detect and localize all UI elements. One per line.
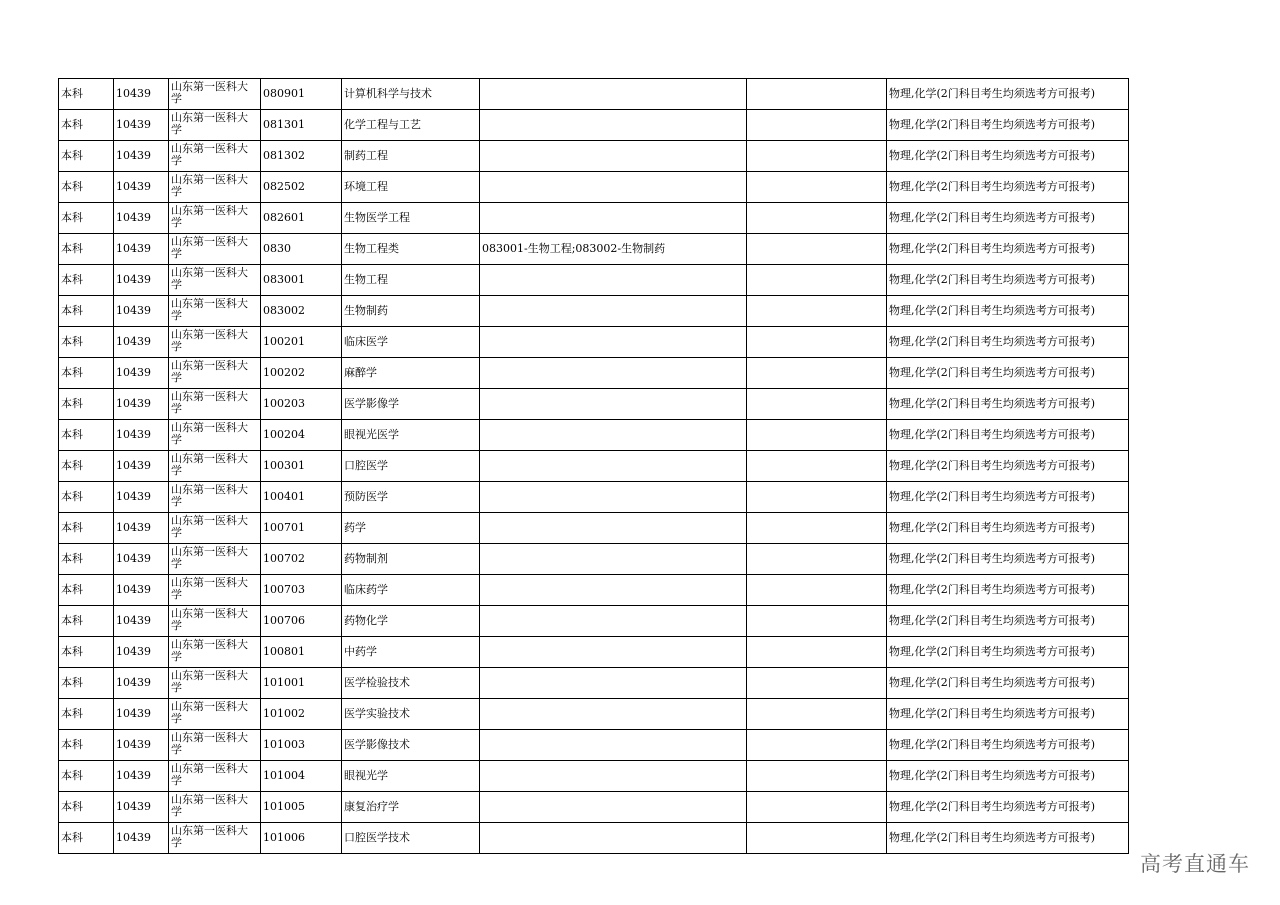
school-name-cell: 山东第一医科大学: [169, 637, 261, 668]
table-row: [59, 637, 1129, 668]
school-code-cell: 10439: [114, 699, 169, 730]
school-code-cell: 10439: [114, 668, 169, 699]
school-name-cell: 山东第一医科大学: [169, 358, 261, 389]
table-row: [59, 110, 1129, 141]
subject-requirement-cell: 物理,化学(2门科目考生均须选考方可报考): [887, 327, 1129, 358]
level-cell: 本科: [59, 792, 114, 823]
included-majors-cell: [480, 575, 747, 606]
major-name-cell: 生物工程类: [342, 234, 480, 265]
school-name-cell: 山东第一医科大学: [169, 110, 261, 141]
major-name-cell: 口腔医学技术: [342, 823, 480, 854]
school-name-cell: 山东第一医科大学: [169, 823, 261, 854]
major-code-cell: 100301: [261, 451, 342, 482]
school-name-cell: 山东第一医科大学: [169, 575, 261, 606]
school-name-cell: 山东第一医科大学: [169, 172, 261, 203]
table-row: [59, 389, 1129, 420]
subject-requirement-cell: 物理,化学(2门科目考生均须选考方可报考): [887, 172, 1129, 203]
school-code-cell: 10439: [114, 110, 169, 141]
subject-requirement-cell: 物理,化学(2门科目考生均须选考方可报考): [887, 513, 1129, 544]
school-name-cell: 山东第一医科大学: [169, 482, 261, 513]
included-majors-cell: [480, 513, 747, 544]
school-name-cell: 山东第一医科大学: [169, 699, 261, 730]
included-majors-cell: [480, 544, 747, 575]
major-name-cell: 口腔医学: [342, 451, 480, 482]
major-code-cell: 100401: [261, 482, 342, 513]
table-row: [59, 234, 1129, 265]
included-majors-cell: [480, 823, 747, 854]
remarks-cell: [747, 358, 887, 389]
table-row: [59, 358, 1129, 389]
school-name-cell: 山东第一医科大学: [169, 668, 261, 699]
remarks-cell: [747, 513, 887, 544]
subject-requirement-cell: 物理,化学(2门科目考生均须选考方可报考): [887, 792, 1129, 823]
level-cell: 本科: [59, 637, 114, 668]
major-name-cell: 麻醉学: [342, 358, 480, 389]
school-name-cell: 山东第一医科大学: [169, 544, 261, 575]
table-row: [59, 141, 1129, 172]
included-majors-cell: [480, 296, 747, 327]
subject-requirements-table: [58, 78, 1129, 854]
subject-requirement-cell: 物理,化学(2门科目考生均须选考方可报考): [887, 265, 1129, 296]
level-cell: 本科: [59, 513, 114, 544]
major-code-cell: 083002: [261, 296, 342, 327]
included-majors-cell: [480, 203, 747, 234]
level-cell: 本科: [59, 668, 114, 699]
school-code-cell: 10439: [114, 730, 169, 761]
included-majors-cell: [480, 141, 747, 172]
included-majors-cell: [480, 761, 747, 792]
school-name-cell: 山东第一医科大学: [169, 420, 261, 451]
table-row: [59, 296, 1129, 327]
included-majors-cell: 083001-生物工程;083002-生物制药: [480, 234, 747, 265]
major-code-cell: 081301: [261, 110, 342, 141]
subject-requirement-cell: 物理,化学(2门科目考生均须选考方可报考): [887, 668, 1129, 699]
subject-requirement-cell: 物理,化学(2门科目考生均须选考方可报考): [887, 141, 1129, 172]
school-name-cell: 山东第一医科大学: [169, 79, 261, 110]
major-name-cell: 医学检验技术: [342, 668, 480, 699]
included-majors-cell: [480, 110, 747, 141]
included-majors-cell: [480, 482, 747, 513]
major-name-cell: 生物医学工程: [342, 203, 480, 234]
school-name-cell: 山东第一医科大学: [169, 141, 261, 172]
major-name-cell: 预防医学: [342, 482, 480, 513]
subject-requirement-cell: 物理,化学(2门科目考生均须选考方可报考): [887, 389, 1129, 420]
school-name-cell: 山东第一医科大学: [169, 203, 261, 234]
school-code-cell: 10439: [114, 792, 169, 823]
level-cell: 本科: [59, 172, 114, 203]
remarks-cell: [747, 234, 887, 265]
major-code-cell: 100202: [261, 358, 342, 389]
major-code-cell: 100201: [261, 327, 342, 358]
included-majors-cell: [480, 699, 747, 730]
remarks-cell: [747, 544, 887, 575]
remarks-cell: [747, 575, 887, 606]
major-code-cell: 083001: [261, 265, 342, 296]
remarks-cell: [747, 79, 887, 110]
level-cell: 本科: [59, 420, 114, 451]
major-code-cell: 100702: [261, 544, 342, 575]
included-majors-cell: [480, 172, 747, 203]
school-code-cell: 10439: [114, 420, 169, 451]
remarks-cell: [747, 730, 887, 761]
major-code-cell: 101002: [261, 699, 342, 730]
subject-requirement-cell: 物理,化学(2门科目考生均须选考方可报考): [887, 823, 1129, 854]
subject-requirement-cell: 物理,化学(2门科目考生均须选考方可报考): [887, 420, 1129, 451]
school-name-cell: 山东第一医科大学: [169, 451, 261, 482]
remarks-cell: [747, 637, 887, 668]
major-code-cell: 082502: [261, 172, 342, 203]
school-name-cell: 山东第一医科大学: [169, 265, 261, 296]
subject-requirement-cell: 物理,化学(2门科目考生均须选考方可报考): [887, 296, 1129, 327]
remarks-cell: [747, 172, 887, 203]
major-name-cell: 生物工程: [342, 265, 480, 296]
school-name-cell: 山东第一医科大学: [169, 327, 261, 358]
table-row: [59, 823, 1129, 854]
remarks-cell: [747, 482, 887, 513]
major-name-cell: 计算机科学与技术: [342, 79, 480, 110]
subject-requirement-cell: 物理,化学(2门科目考生均须选考方可报考): [887, 637, 1129, 668]
remarks-cell: [747, 606, 887, 637]
remarks-cell: [747, 451, 887, 482]
subject-requirement-cell: 物理,化学(2门科目考生均须选考方可报考): [887, 451, 1129, 482]
school-code-cell: 10439: [114, 296, 169, 327]
major-name-cell: 生物制药: [342, 296, 480, 327]
included-majors-cell: [480, 668, 747, 699]
remarks-cell: [747, 265, 887, 296]
school-name-cell: 山东第一医科大学: [169, 389, 261, 420]
school-code-cell: 10439: [114, 544, 169, 575]
level-cell: 本科: [59, 823, 114, 854]
major-name-cell: 临床药学: [342, 575, 480, 606]
school-code-cell: 10439: [114, 265, 169, 296]
table-row: [59, 265, 1129, 296]
subject-requirement-cell: 物理,化学(2门科目考生均须选考方可报考): [887, 761, 1129, 792]
major-code-cell: 101004: [261, 761, 342, 792]
subject-requirement-cell: 物理,化学(2门科目考生均须选考方可报考): [887, 110, 1129, 141]
major-code-cell: 082601: [261, 203, 342, 234]
level-cell: 本科: [59, 141, 114, 172]
included-majors-cell: [480, 389, 747, 420]
major-code-cell: 101006: [261, 823, 342, 854]
remarks-cell: [747, 420, 887, 451]
table-row: [59, 730, 1129, 761]
table-row: [59, 544, 1129, 575]
school-name-cell: 山东第一医科大学: [169, 296, 261, 327]
remarks-cell: [747, 792, 887, 823]
table-row: [59, 482, 1129, 513]
school-name-cell: 山东第一医科大学: [169, 730, 261, 761]
major-code-cell: 080901: [261, 79, 342, 110]
major-name-cell: 医学影像技术: [342, 730, 480, 761]
table-body: [59, 79, 1129, 854]
table-row: [59, 575, 1129, 606]
school-code-cell: 10439: [114, 389, 169, 420]
remarks-cell: [747, 110, 887, 141]
level-cell: 本科: [59, 327, 114, 358]
school-name-cell: 山东第一医科大学: [169, 234, 261, 265]
subject-requirement-cell: 物理,化学(2门科目考生均须选考方可报考): [887, 699, 1129, 730]
level-cell: 本科: [59, 110, 114, 141]
major-name-cell: 中药学: [342, 637, 480, 668]
school-code-cell: 10439: [114, 482, 169, 513]
table-row: [59, 699, 1129, 730]
school-code-cell: 10439: [114, 79, 169, 110]
major-name-cell: 康复治疗学: [342, 792, 480, 823]
school-code-cell: 10439: [114, 172, 169, 203]
major-code-cell: 101005: [261, 792, 342, 823]
major-code-cell: 100706: [261, 606, 342, 637]
level-cell: 本科: [59, 451, 114, 482]
subject-requirement-cell: 物理,化学(2门科目考生均须选考方可报考): [887, 203, 1129, 234]
table-row: [59, 79, 1129, 110]
included-majors-cell: [480, 637, 747, 668]
major-name-cell: 眼视光医学: [342, 420, 480, 451]
level-cell: 本科: [59, 79, 114, 110]
level-cell: 本科: [59, 699, 114, 730]
school-code-cell: 10439: [114, 203, 169, 234]
school-name-cell: 山东第一医科大学: [169, 792, 261, 823]
included-majors-cell: [480, 79, 747, 110]
major-code-cell: 0830: [261, 234, 342, 265]
remarks-cell: [747, 327, 887, 358]
school-name-cell: 山东第一医科大学: [169, 606, 261, 637]
table-row: [59, 203, 1129, 234]
school-name-cell: 山东第一医科大学: [169, 761, 261, 792]
subject-requirement-cell: 物理,化学(2门科目考生均须选考方可报考): [887, 606, 1129, 637]
major-code-cell: 100701: [261, 513, 342, 544]
level-cell: 本科: [59, 389, 114, 420]
remarks-cell: [747, 823, 887, 854]
table-row: [59, 327, 1129, 358]
school-code-cell: 10439: [114, 327, 169, 358]
level-cell: 本科: [59, 761, 114, 792]
school-code-cell: 10439: [114, 513, 169, 544]
school-name-cell: 山东第一医科大学: [169, 513, 261, 544]
table-row: [59, 172, 1129, 203]
table-row: [59, 451, 1129, 482]
school-code-cell: 10439: [114, 606, 169, 637]
school-code-cell: 10439: [114, 358, 169, 389]
included-majors-cell: [480, 358, 747, 389]
major-code-cell: 100203: [261, 389, 342, 420]
major-code-cell: 081302: [261, 141, 342, 172]
subject-requirement-cell: 物理,化学(2门科目考生均须选考方可报考): [887, 575, 1129, 606]
included-majors-cell: [480, 265, 747, 296]
major-name-cell: 药物制剂: [342, 544, 480, 575]
remarks-cell: [747, 389, 887, 420]
level-cell: 本科: [59, 203, 114, 234]
level-cell: 本科: [59, 544, 114, 575]
school-code-cell: 10439: [114, 234, 169, 265]
remarks-cell: [747, 141, 887, 172]
subject-requirement-cell: 物理,化学(2门科目考生均须选考方可报考): [887, 544, 1129, 575]
major-name-cell: 医学实验技术: [342, 699, 480, 730]
level-cell: 本科: [59, 606, 114, 637]
major-name-cell: 环境工程: [342, 172, 480, 203]
table-row: [59, 761, 1129, 792]
subject-requirement-cell: 物理,化学(2门科目考生均须选考方可报考): [887, 358, 1129, 389]
school-code-cell: 10439: [114, 761, 169, 792]
included-majors-cell: [480, 420, 747, 451]
level-cell: 本科: [59, 575, 114, 606]
included-majors-cell: [480, 327, 747, 358]
major-name-cell: 药学: [342, 513, 480, 544]
major-code-cell: 101001: [261, 668, 342, 699]
school-code-cell: 10439: [114, 823, 169, 854]
major-code-cell: 101003: [261, 730, 342, 761]
remarks-cell: [747, 203, 887, 234]
level-cell: 本科: [59, 265, 114, 296]
subject-requirement-cell: 物理,化学(2门科目考生均须选考方可报考): [887, 234, 1129, 265]
school-code-cell: 10439: [114, 141, 169, 172]
major-name-cell: 医学影像学: [342, 389, 480, 420]
major-name-cell: 眼视光学: [342, 761, 480, 792]
remarks-cell: [747, 761, 887, 792]
table-row: [59, 606, 1129, 637]
included-majors-cell: [480, 606, 747, 637]
major-name-cell: 药物化学: [342, 606, 480, 637]
major-code-cell: 100801: [261, 637, 342, 668]
remarks-cell: [747, 296, 887, 327]
remarks-cell: [747, 668, 887, 699]
watermark-text: 高考直通车: [1140, 852, 1250, 876]
table-row: [59, 792, 1129, 823]
subject-requirement-cell: 物理,化学(2门科目考生均须选考方可报考): [887, 79, 1129, 110]
table-row: [59, 420, 1129, 451]
subject-requirement-cell: 物理,化学(2门科目考生均须选考方可报考): [887, 730, 1129, 761]
school-code-cell: 10439: [114, 637, 169, 668]
major-code-cell: 100703: [261, 575, 342, 606]
major-name-cell: 制药工程: [342, 141, 480, 172]
remarks-cell: [747, 699, 887, 730]
level-cell: 本科: [59, 482, 114, 513]
table-row: [59, 668, 1129, 699]
level-cell: 本科: [59, 358, 114, 389]
school-code-cell: 10439: [114, 451, 169, 482]
level-cell: 本科: [59, 730, 114, 761]
level-cell: 本科: [59, 296, 114, 327]
included-majors-cell: [480, 451, 747, 482]
table-row: [59, 513, 1129, 544]
major-name-cell: 临床医学: [342, 327, 480, 358]
school-code-cell: 10439: [114, 575, 169, 606]
major-code-cell: 100204: [261, 420, 342, 451]
included-majors-cell: [480, 792, 747, 823]
included-majors-cell: [480, 730, 747, 761]
major-name-cell: 化学工程与工艺: [342, 110, 480, 141]
level-cell: 本科: [59, 234, 114, 265]
subject-requirement-cell: 物理,化学(2门科目考生均须选考方可报考): [887, 482, 1129, 513]
